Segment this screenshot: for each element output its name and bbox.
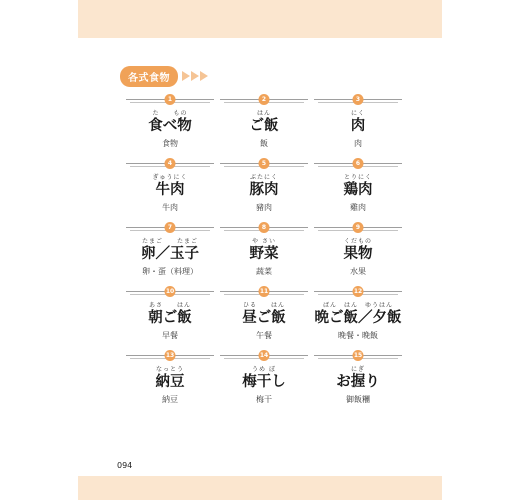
vocab-meaning: 卵・蛋（料理）	[142, 267, 198, 276]
vocab-word: 食べ物	[148, 118, 192, 134]
furigana: や さい	[252, 238, 276, 245]
vocab-meaning: 水果	[350, 267, 366, 276]
furigana: た もの	[152, 110, 188, 117]
vocab-meaning: 納豆	[162, 395, 178, 404]
furigana: たまご たまご	[141, 238, 198, 245]
vocab-word: 鶏肉	[343, 182, 373, 198]
vocab-meaning: 蔬菜	[256, 267, 272, 276]
vocab-meaning: 雞肉	[350, 203, 366, 212]
vocab-meaning: 豬肉	[256, 203, 272, 212]
furigana: にく	[350, 110, 365, 117]
vocab-word: お握り	[336, 374, 380, 390]
vocab-meaning: 梅干	[256, 395, 272, 404]
vocab-meaning: 晚餐・晚飯	[338, 331, 378, 340]
vocab-meaning: 御飯糰	[346, 395, 370, 404]
item-number-badge: 14	[259, 352, 269, 359]
item-number-badge: 12	[353, 288, 363, 295]
arrow-right-icon	[182, 71, 190, 81]
vocab-item	[218, 284, 310, 348]
item-number-badge: 1	[165, 94, 176, 105]
vocab-word: 梅干し	[242, 374, 286, 390]
item-number-badge: 2	[259, 94, 270, 105]
furigana: にぎ	[350, 366, 365, 373]
item-number-badge: 8	[259, 222, 270, 233]
vocab-word: 野菜	[249, 246, 279, 262]
furigana: はん	[256, 110, 271, 117]
vocab-word: ご飯	[249, 118, 279, 134]
vocab-item	[312, 156, 404, 220]
vocab-word: 牛肉	[155, 182, 185, 198]
item-number-badge: 9	[353, 222, 364, 233]
vocab-word: 果物	[343, 246, 373, 262]
furigana: くだもの	[343, 238, 372, 245]
vocab-item	[312, 92, 404, 156]
page-number: 094	[117, 461, 133, 470]
vocab-word: 晩ご飯／夕飯	[314, 310, 402, 326]
item-number-badge: 15	[353, 352, 363, 359]
vocab-item	[124, 220, 216, 284]
arrow-right-icon	[191, 71, 199, 81]
section-header	[120, 66, 208, 86]
item-number-badge: 5	[259, 158, 270, 169]
vocab-item	[124, 348, 216, 412]
furigana: あさ はん	[148, 302, 191, 309]
item-number-badge: 10	[165, 288, 175, 295]
furigana: とりにく	[343, 174, 372, 181]
vocab-meaning: 牛肉	[162, 203, 178, 212]
item-number-badge: 11	[259, 288, 269, 295]
furigana: ぶたにく	[249, 174, 278, 181]
vocab-grid	[124, 92, 404, 412]
item-number-badge: 3	[353, 94, 364, 105]
vocab-meaning: 早餐	[162, 331, 178, 340]
vocab-item	[218, 348, 310, 412]
vocab-item	[218, 92, 310, 156]
furigana: ばん はん ゆうはん	[322, 302, 393, 309]
vocab-item	[218, 220, 310, 284]
item-number-badge: 6	[353, 158, 364, 169]
bottom-band	[78, 476, 442, 500]
vocab-word: 朝ご飯	[148, 310, 192, 326]
vocab-meaning: 食物	[162, 139, 178, 148]
arrow-icons	[181, 71, 208, 81]
furigana: なっとう	[155, 366, 184, 373]
section-title: 各式食物	[120, 66, 178, 87]
vocab-word: 納豆	[155, 374, 185, 390]
furigana: ぎゅうにく	[152, 174, 188, 181]
vocab-item	[124, 284, 216, 348]
vocab-item	[312, 348, 404, 412]
top-band	[78, 0, 442, 38]
vocab-item	[124, 156, 216, 220]
vocab-item	[312, 220, 404, 284]
vocab-item	[124, 92, 216, 156]
vocab-meaning: 肉	[354, 139, 362, 148]
vocab-word: 卵／玉子	[141, 246, 199, 262]
furigana: うめ ぼ	[252, 366, 276, 373]
vocab-word: 昼ご飯	[242, 310, 286, 326]
arrow-right-icon	[200, 71, 208, 81]
vocab-meaning: 飯	[260, 139, 268, 148]
item-number-badge: 7	[165, 222, 176, 233]
vocab-meaning: 午餐	[256, 331, 272, 340]
vocab-word: 豚肉	[249, 182, 279, 198]
item-number-badge: 13	[165, 352, 175, 359]
item-number-badge: 4	[165, 158, 176, 169]
vocab-item	[218, 156, 310, 220]
furigana: ひる はん	[242, 302, 285, 309]
vocab-item	[312, 284, 404, 348]
vocab-word: 肉	[350, 118, 366, 134]
